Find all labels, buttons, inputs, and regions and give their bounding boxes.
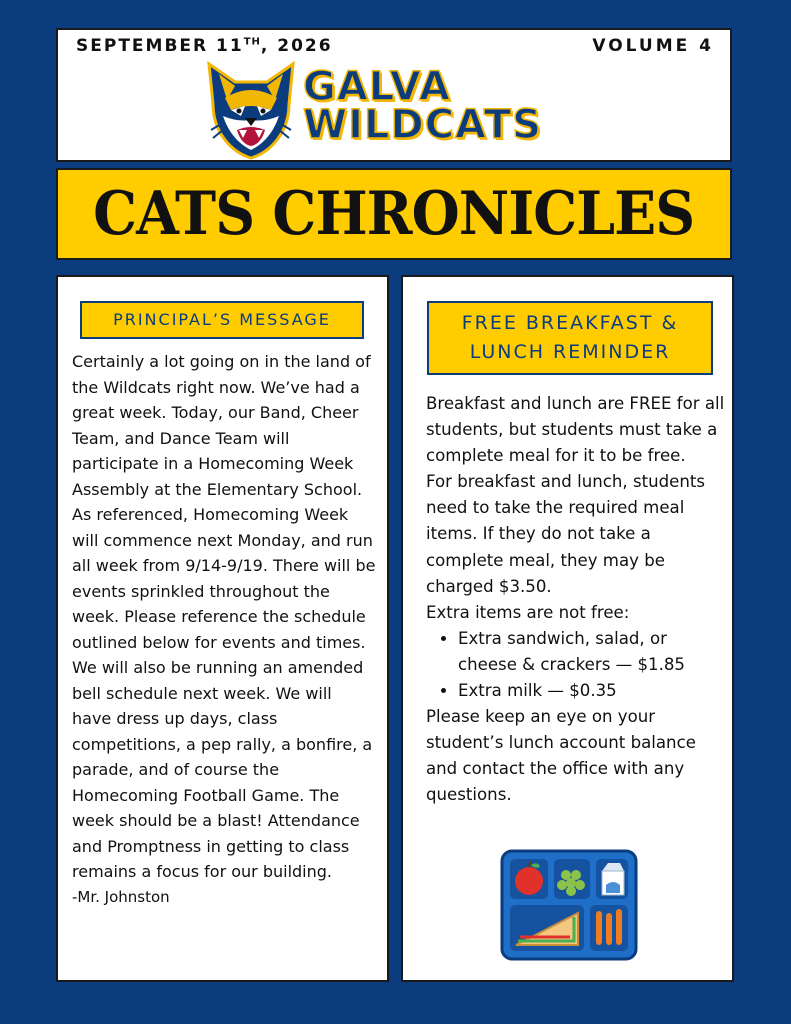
meal-reminder-body	[426, 391, 726, 809]
extras-list	[426, 626, 726, 704]
principal-message-panel	[56, 275, 389, 982]
principal-message-heading: PRINCIPAL’S MESSAGE	[80, 301, 364, 339]
meal-heading-line-1: FREE BREAKFAST &	[461, 312, 679, 334]
meal-heading-line-2: LUNCH REMINDER	[469, 341, 671, 363]
brand-wordmark	[303, 64, 542, 148]
list-item: • Extra milk — $0.35	[458, 678, 726, 704]
principal-message-body	[72, 349, 376, 909]
principal-signature: -Mr. Johnston	[72, 887, 170, 906]
meal-reminder-panel	[401, 275, 734, 982]
issue-date: SEPTEMBER 11TH, 2026	[76, 36, 333, 56]
newsletter-title: CATS CHRONICLES	[93, 179, 695, 249]
meal-paragraph-free: Breakfast and lunch are FREE for all students, but students must take a complete meal for it to be free.	[426, 394, 725, 466]
brand-line-2: WILDCATS	[303, 102, 542, 148]
meal-paragraph-complete: For breakfast and lunch, students need to take the required meal items. If they do not take a complete meal, they may be charged $3.50.	[426, 472, 706, 596]
meal-paragraph-contact: Please keep an eye on your student’s lunch account balance and contact the office with any questions.	[426, 707, 696, 805]
meal-reminder-heading	[427, 301, 713, 375]
list-item: • Extra sandwich, salad, or cheese & crackers — $1.85	[458, 626, 726, 678]
brand-line-1: GALVA	[303, 64, 451, 110]
principal-message-text: Certainly a lot going on in the land of the Wildcats right now. We’ve had a great week. Today, our Band, Cheer Team, and Dance Team will participate in a Homecoming Week Assembly at the Elementary School. As referenced, Homecoming Week will commence next Monday, and run all week from 9/14-9/19. There will be events sprinkled throughout the week. Please reference the schedule outlined below for events and times. We will also be running an amended bell schedule next week. We will have dress up days, class competitions, a pep rally, a bonfire, a parade, and of course the Homecoming Football Game. The week should be a blast! Attendance and Promptness in getting to class remains a focus for our building.	[72, 352, 376, 881]
lunch-tray-icon	[500, 849, 638, 961]
meal-paragraph-extras: Extra items are not free:	[426, 602, 630, 622]
issue-volume: VOLUME 4	[592, 36, 714, 56]
masthead	[56, 168, 732, 260]
header	[56, 28, 732, 162]
wildcat-mascot-icon	[201, 60, 301, 160]
